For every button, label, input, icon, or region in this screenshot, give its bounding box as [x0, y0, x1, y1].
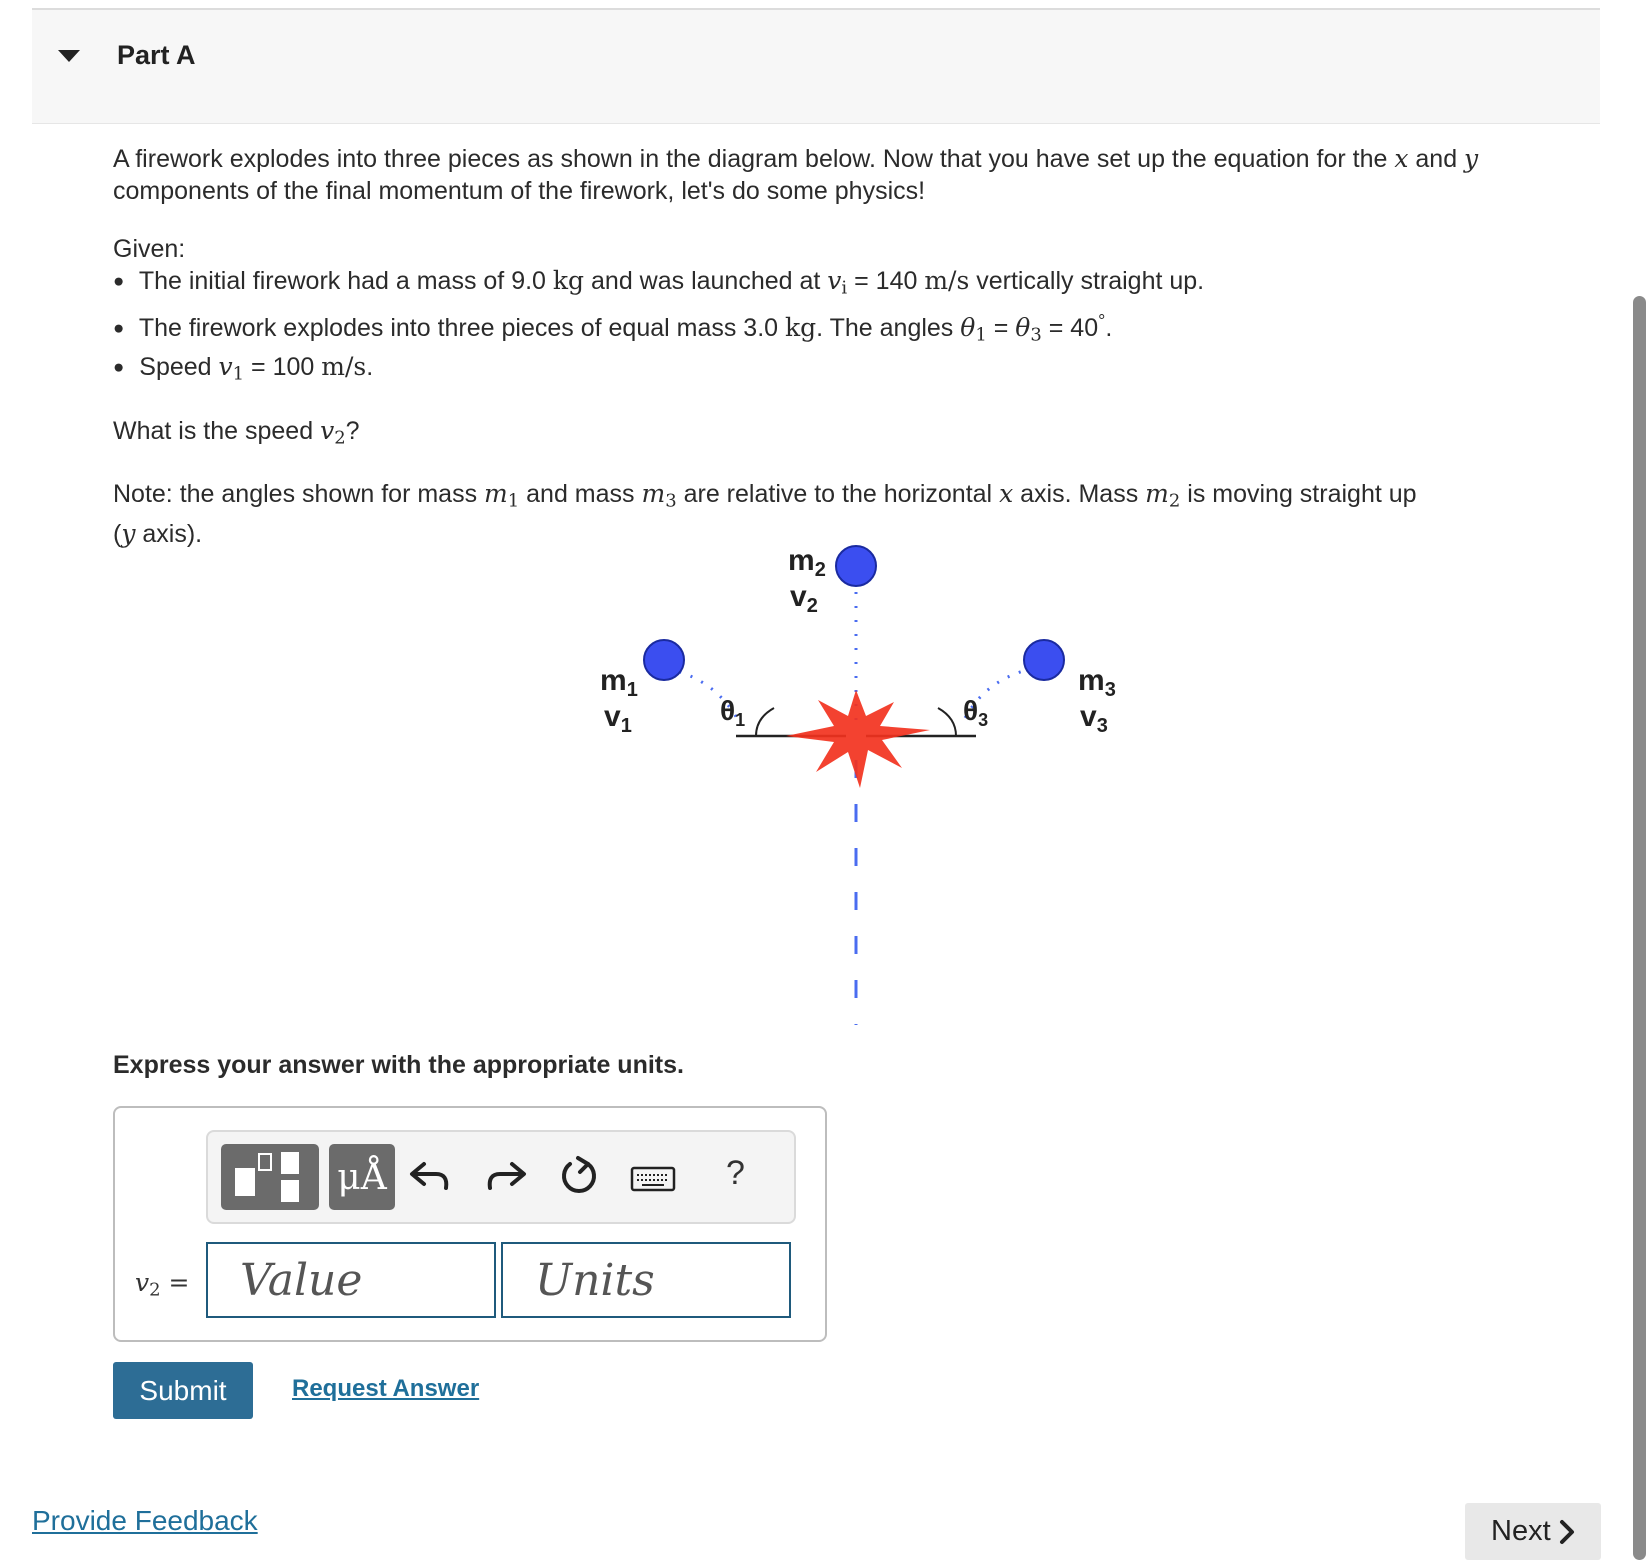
diagram-svg — [560, 530, 1160, 1040]
label-theta3: $\theta_3$ — [963, 695, 989, 730]
label-m3: $m_3$ — [1078, 664, 1116, 701]
part-header[interactable] — [32, 10, 1600, 124]
provide-feedback-link[interactable]: Provide Feedback — [32, 1505, 258, 1536]
math-toolbar — [206, 1130, 796, 1224]
given-block — [113, 233, 1553, 391]
label-v1: $v_1$ — [604, 700, 632, 737]
mass-2-ball — [836, 546, 876, 586]
angle-arc-1 — [756, 708, 774, 736]
next-button-label: Next — [1491, 1515, 1551, 1547]
answer-instruction: Express your answer with the appropriate units. — [113, 1051, 684, 1079]
given-label: Given: — [113, 235, 186, 263]
redo-icon[interactable] — [480, 1152, 530, 1202]
templates-icon — [221, 1144, 319, 1210]
undo-icon[interactable] — [406, 1152, 456, 1202]
value-input[interactable] — [206, 1242, 496, 1318]
scrollbar[interactable] — [1633, 296, 1646, 1560]
label-v2: $v_2$ — [790, 580, 818, 617]
answer-box — [113, 1106, 827, 1342]
given-item-speed: ● Speed $v_1 = 100$ m/s. — [113, 351, 1553, 391]
given-item-mass: ● The initial firework had a mass of 9.0 kg and was launched at $v_i = 140$ m/s vertically straight up. — [113, 265, 1553, 305]
firework-diagram — [560, 530, 1160, 1040]
label-v3: $v_3$ — [1080, 700, 1108, 737]
given-item-angles: ● The firework explodes into three pieces of equal mass 3.0 kg. The angles $\theta_1 = \theta_3 = 40^\circ$. — [113, 305, 1553, 352]
reset-icon[interactable] — [554, 1152, 604, 1202]
label-m1: $m_1$ — [600, 664, 638, 701]
note-text: Note: the angles shown for mass $m_1$ and mass $m_3$ are relative to the horizontal x axis. Mass $m_2$ is moving straight up (y axis). — [113, 479, 1417, 548]
angle-arc-3 — [938, 708, 956, 736]
help-button[interactable]: ? — [726, 1154, 745, 1192]
part-title: Part A — [117, 40, 196, 70]
mass-3-ball — [1024, 640, 1064, 680]
label-m2: $m_2$ — [788, 544, 826, 581]
caret-down-icon[interactable] — [58, 50, 80, 62]
mass-1-ball — [644, 640, 684, 680]
units-button-label: μÅ — [337, 1157, 387, 1198]
templates-button[interactable] — [221, 1144, 319, 1210]
next-button[interactable] — [1465, 1503, 1601, 1560]
explosion-burst-icon — [786, 690, 930, 788]
intro-paragraph: A firework explodes into three pieces as shown in the diagram below. Now that you have set up the equation for the x and y components of the final momentum of the firework, let's do some physics! — [113, 144, 1479, 205]
request-answer-link[interactable]: Request Answer — [292, 1375, 480, 1402]
problem-text — [113, 143, 1553, 550]
answer-variable-label: $v_2$ = — [135, 1268, 190, 1301]
label-theta1: $\theta_1$ — [720, 695, 746, 730]
units-button[interactable] — [329, 1144, 395, 1210]
keyboard-icon[interactable] — [628, 1152, 678, 1202]
question-text: What is the speed $v_2$? — [113, 415, 360, 448]
chevron-right-icon — [1559, 1519, 1575, 1545]
units-input[interactable] — [501, 1242, 791, 1318]
submit-button[interactable]: Submit — [113, 1362, 253, 1419]
